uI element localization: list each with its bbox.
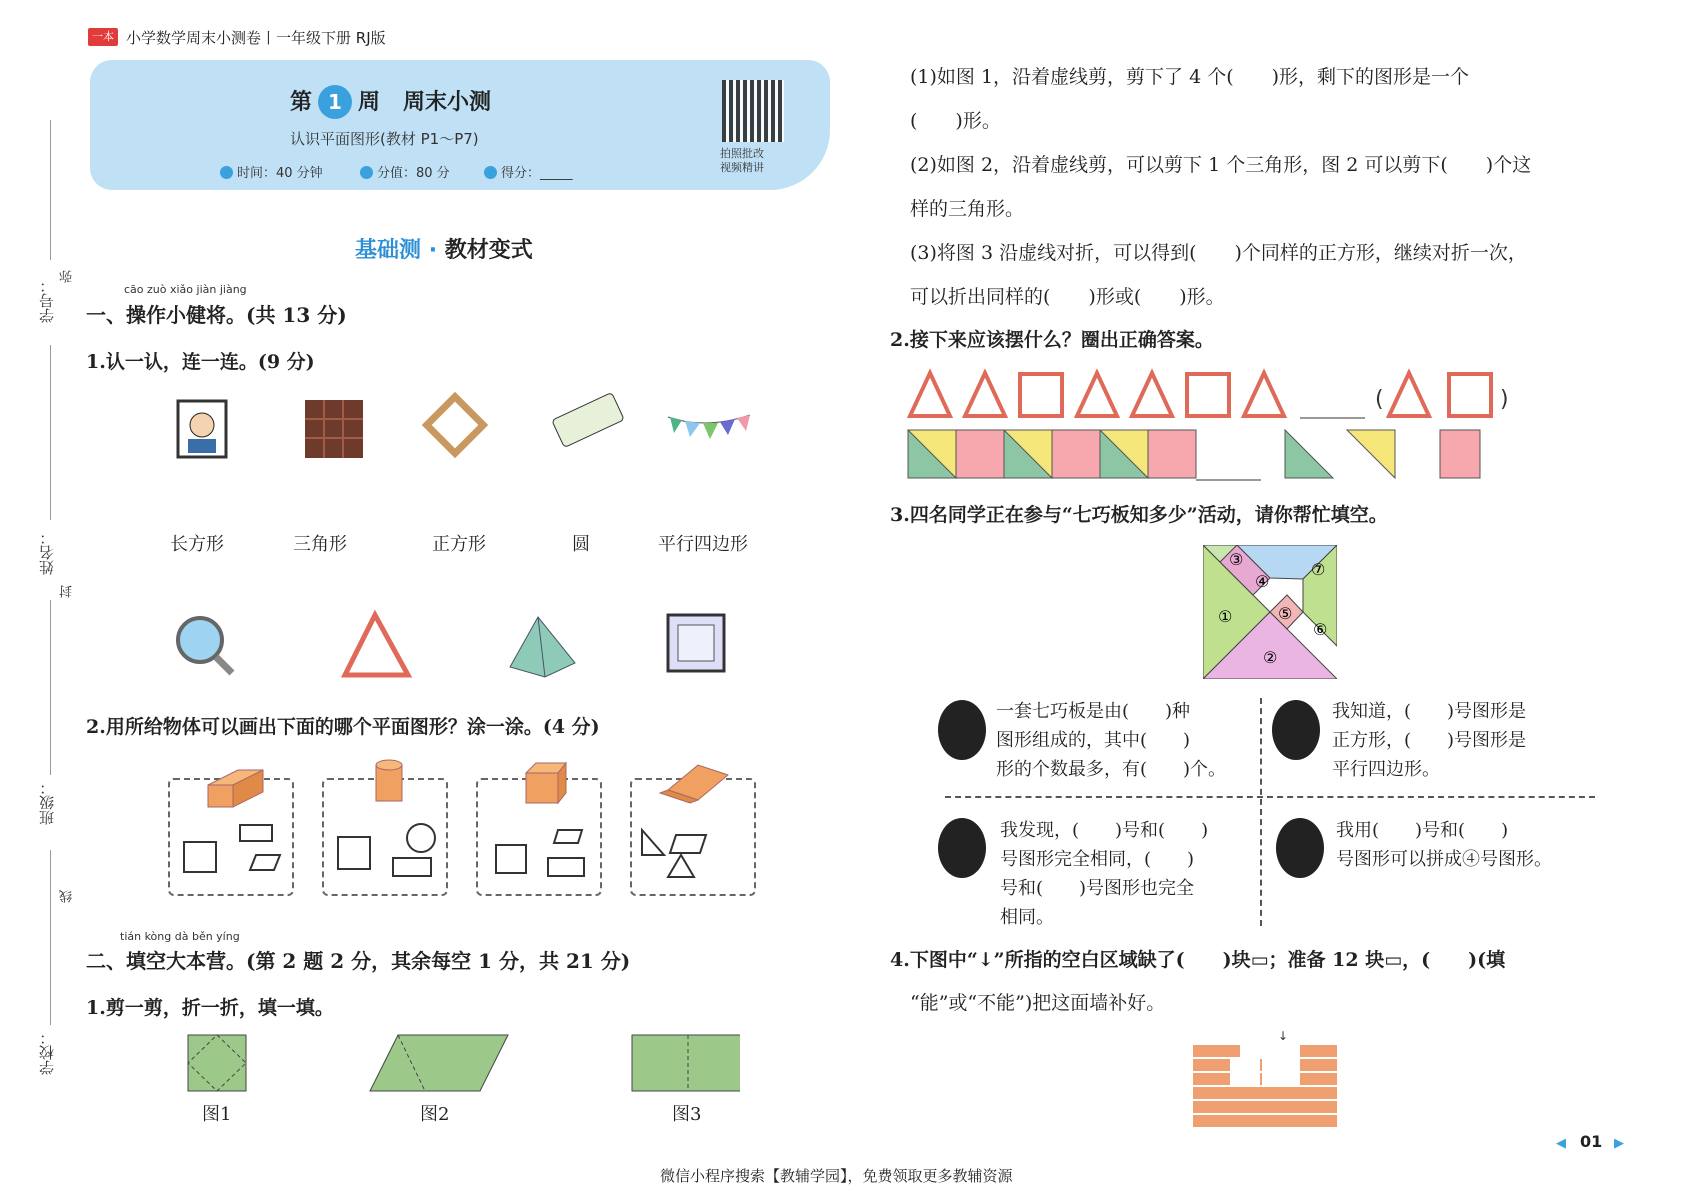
- person-icon: [360, 166, 373, 179]
- side-label-xuehao: 学号：: [38, 278, 56, 323]
- side-line: [50, 600, 51, 775]
- chocolate-icon: [305, 400, 363, 458]
- target-icon: [484, 166, 497, 179]
- figure-2: [370, 1035, 508, 1091]
- square-option: [338, 837, 370, 869]
- pattern-sequences: [905, 368, 1525, 488]
- girl-avatar: [1276, 818, 1324, 878]
- side-mark-feng: 封: [60, 585, 75, 598]
- shape-label-triangle: 三角形: [293, 534, 347, 555]
- pinyin-part1: cāo zuò xiǎo jiàn jiàng: [124, 283, 247, 296]
- prism-icon: [660, 765, 728, 803]
- cuboid-icon: [208, 770, 263, 807]
- clock-icon: [220, 166, 233, 179]
- arrow-down-icon: ↓: [1278, 1030, 1289, 1043]
- answer-box-shapes: [168, 755, 768, 900]
- matchstick-sequence: [910, 373, 1491, 416]
- side-label-banji: 班级：: [38, 780, 56, 825]
- square-frame-icon: [427, 397, 484, 454]
- figure-1: [188, 1035, 246, 1091]
- tangram-label: ③: [1229, 550, 1244, 569]
- tangram-label: ⑦: [1311, 560, 1326, 579]
- speech-2: 我知道，( )号图形是 正方形，( )号图形是 平行四边形。: [1332, 701, 1527, 780]
- got-score-info: 得分：_____: [484, 162, 573, 181]
- banner-subtitle: 认识平面图形(教材 P1～P7): [290, 130, 479, 148]
- r-q3-line2: 可以折出同样的( )形或( )形。: [910, 286, 1225, 308]
- part1-q1: 1.认一认，连一连。(9 分): [86, 351, 315, 373]
- parallelogram-option: [554, 830, 582, 843]
- tangram-label: ①: [1218, 607, 1233, 626]
- part2-q1: 1.剪一剪，折一折，填一填。: [86, 997, 334, 1019]
- prev-page-icon[interactable]: ◀: [1556, 1136, 1566, 1151]
- qr-caption: 拍照批改 视频精讲: [720, 147, 764, 174]
- side-line: [50, 120, 51, 260]
- rect-option: [240, 825, 272, 841]
- boy-avatar: [938, 700, 986, 760]
- shape-label-square: 正方形: [432, 534, 486, 555]
- circle-option: [407, 824, 435, 852]
- side-label-xuexiao: 学校：: [38, 1030, 56, 1075]
- cube-icon: [526, 763, 566, 803]
- tangram-label: ②: [1263, 648, 1278, 667]
- page-number: 01: [1580, 1132, 1603, 1151]
- bookmark-icon: [552, 392, 624, 447]
- tangram-figure: [1203, 545, 1337, 679]
- pinyin-part2: tián kòng dà běn yíng: [120, 930, 240, 943]
- r-question-4-line2: “能”或“不能”)把这面墙补好。: [910, 992, 1166, 1014]
- fold-figures: [180, 1030, 740, 1095]
- part1-q2: 2.用所给物体可以画出下面的哪个平面图形？涂一涂。(4 分): [86, 716, 600, 738]
- brick-wall: [1190, 1030, 1340, 1130]
- score-info: 分值：80 分: [360, 162, 450, 181]
- figure-3-label: 图3: [672, 1104, 702, 1125]
- parallelogram-option: [670, 835, 706, 853]
- speech-3: 我发现，( )号和( ) 号图形完全相同，( ) 号和( )号图形也完全 相同。: [1000, 820, 1209, 928]
- series-title: 小学数学周末小测卷丨一年级下册 RJ版: [126, 29, 386, 47]
- boy-avatar: [1272, 700, 1320, 760]
- section-heading: 基础测 · 教材变式: [355, 238, 533, 263]
- figure-2-label: 图2: [420, 1104, 450, 1125]
- object-row-bottom: [160, 605, 760, 685]
- title-post: 周: [358, 90, 381, 115]
- power-socket-icon: [668, 615, 724, 671]
- photo-frame-icon: [178, 401, 226, 457]
- quadrant-divider: [1260, 698, 1262, 926]
- side-line: [50, 345, 51, 520]
- rect-option: [548, 858, 584, 876]
- square-option: [496, 845, 526, 873]
- bunting-flags-icon: [668, 415, 750, 439]
- qr-code[interactable]: [722, 80, 784, 142]
- paren-open: (: [1375, 387, 1384, 412]
- side-mark-mi: 弥: [60, 270, 75, 283]
- square-option: [184, 842, 216, 872]
- r-q2-line1: (2)如图 2，沿着虚线剪，可以剪下 1 个三角形，图 2 可以剪下( )个这: [910, 154, 1532, 176]
- matchstick-triangle-icon: [345, 615, 408, 675]
- tangram-label: ⑤: [1278, 604, 1293, 623]
- brand-logo: 一本: [88, 28, 118, 46]
- next-page-icon[interactable]: ▶: [1614, 1136, 1624, 1151]
- pyramid-icon: [510, 617, 575, 677]
- r-question-4-line1: 4.下图中“↓”所指的空白区域缺了( )块▭；准备 12 块▭，( )(填: [890, 949, 1506, 971]
- figure-3: [632, 1035, 740, 1091]
- banner-title: [290, 85, 491, 119]
- shape-label-circle: 圆: [572, 534, 590, 555]
- speech-1: 一套七巧板是由( )种 图形组成的，其中( ) 形的个数最多，有( )个。: [996, 701, 1227, 780]
- part1-title: 一、操作小健将。(共 13 分): [86, 303, 347, 327]
- r-question-2: 2.接下来应该摆什么？圈出正确答案。: [890, 329, 1214, 351]
- color-tile-sequence: [908, 430, 1480, 478]
- shape-label-parallelogram: 平行四边形: [658, 534, 748, 555]
- triangle-option: [668, 855, 694, 877]
- side-line: [50, 850, 51, 1025]
- cylinder-icon: [376, 760, 402, 801]
- title-pre: 第: [290, 90, 313, 115]
- triangle-option: [642, 830, 664, 855]
- figure-1-label: 图1: [202, 1104, 232, 1125]
- quadrant-divider: [945, 796, 1595, 798]
- paren-close: ): [1500, 387, 1509, 412]
- tangram-label: ⑥: [1313, 620, 1328, 639]
- tangram-label: ④: [1255, 572, 1270, 591]
- r-q1-line2: ( )形。: [910, 110, 1001, 132]
- side-label-xingming: 姓名：: [38, 530, 56, 575]
- part2-title: 二、填空大本营。(第 2 题 2 分，其余每空 1 分，共 21 分): [86, 949, 631, 973]
- side-mark-xian: 线: [60, 890, 75, 903]
- time-info: 时间：40 分钟: [220, 162, 323, 181]
- week-number-badge: 1: [318, 85, 352, 119]
- r-q2-line2: 样的三角形。: [910, 198, 1025, 220]
- parallelogram-option: [250, 855, 280, 870]
- footer-note: 微信小程序搜索【教辅学园】，免费领取更多教辅资源: [660, 1167, 1013, 1185]
- girl-avatar: [938, 818, 986, 878]
- magnifier-icon: [178, 618, 232, 673]
- r-q3-line1: (3)将图 3 沿虚线对折，可以得到( )个同样的正方形，继续对折一次，: [910, 242, 1527, 264]
- title-banner: [90, 60, 830, 190]
- speech-4: 我用( )号和( ) 号图形可以拼成④号图形。: [1336, 820, 1552, 870]
- title-main: 周末小测: [403, 90, 492, 115]
- object-row-top: [160, 385, 780, 475]
- shape-label-rect: 长方形: [170, 534, 224, 555]
- r-q1-line1: (1)如图 1，沿着虚线剪，剪下了 4 个( )形，剩下的图形是一个: [910, 66, 1470, 88]
- r-question-3: 3.四名同学正在参与“七巧板知多少”活动，请你帮忙填空。: [890, 504, 1388, 526]
- rect-option: [393, 858, 431, 876]
